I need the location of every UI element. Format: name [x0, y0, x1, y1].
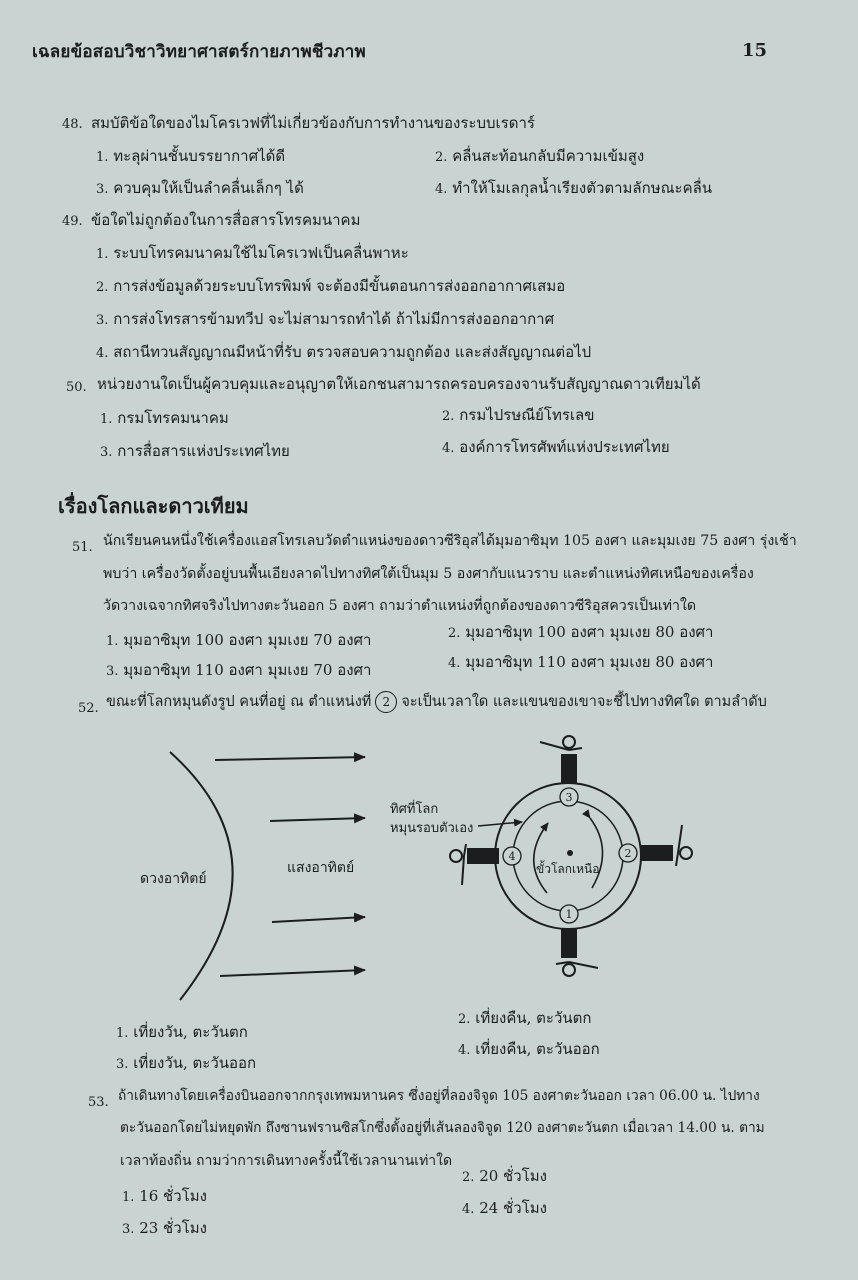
- q50-choice-3: 3. การสื่อสารแห่งประเทศไทย: [100, 442, 290, 460]
- svg-text:2: 2: [624, 847, 632, 860]
- q50-number: 50.: [66, 380, 87, 395]
- q49-choice-3: 3. การส่งโทรสารข้ามทวีป จะไม่สามารถทำได้ ถ้าไม่มีการส่งออกอากาศ: [96, 310, 555, 328]
- q49-choice-4: 4. สถานีทวนสัญญาณมีหน้าที่รับ ตรวจสอบความถูกต้อง และส่งสัญญาณต่อไป: [96, 343, 592, 361]
- sunlight-arrow-1: [215, 757, 365, 760]
- sunlight-arrow-4: [220, 970, 365, 976]
- q52-choice-3: 3. เที่ยงวัน, ตะวันออก: [116, 1054, 257, 1072]
- page-number: 15: [742, 40, 768, 61]
- sunlight-arrow-2: [270, 818, 365, 821]
- position-marker-2: [619, 844, 637, 862]
- section-title: เรื่องโลกและดาวเทียม: [58, 494, 249, 518]
- north-pole-label: ขั้วโลกเหนือ: [536, 862, 600, 876]
- q53-line-3: เวลาท้องถิ่น ถามว่าการเดินทางครั้งนี้ใช้เวลานานเท่าใด: [120, 1153, 453, 1169]
- earth-inner-circle: [513, 801, 623, 911]
- svg-text:1: 1: [565, 908, 573, 921]
- q48-choice-1: 1. ทะลุผ่านชั้นบรรยากาศได้ดี: [96, 147, 286, 165]
- q52-choice-2: 2. เที่ยงคืน, ตะวันตก: [458, 1009, 592, 1027]
- q48-choice-3: 3. ควบคุมให้เป็นลำคลื่นเล็กๆ ได้: [96, 179, 304, 197]
- person-figure-bottom: [556, 929, 598, 976]
- svg-text:4: 4: [508, 850, 516, 863]
- page-header-title: เฉลยข้อสอบวิชาวิทยาศาสตร์กายภาพชีวภาพ: [32, 42, 366, 62]
- q49-text: ข้อใดไม่ถูกต้องในการสื่อสารโทรคมนาคม: [91, 211, 361, 229]
- position-marker-1: [560, 905, 578, 923]
- q50-choice-2: 2. กรมไปรษณีย์โทรเลข: [442, 406, 595, 424]
- q52-choice-4: 4. เที่ยงคืน, ตะวันออก: [458, 1040, 600, 1058]
- rotation-arrow-right: [590, 818, 603, 888]
- q53-choice-1: 1. 16 ชั่วโมง: [122, 1187, 207, 1205]
- q53-number: 53.: [88, 1095, 109, 1110]
- q51-choice-2: 2. มุมอาซิมุท 100 องศา มุมเงย 80 องศา: [448, 623, 714, 641]
- q50-text: หน่วยงานใดเป็นผู้ควบคุมและอนุญาตให้เอกชนสามารถครอบครองจานรับสัญญาณดาวเทียมได้: [97, 375, 701, 393]
- q51-choice-3: 3. มุมอาซิมุท 110 องศา มุมเงย 70 องศา: [106, 661, 372, 679]
- q49-choice-2: 2. การส่งข้อมูลด้วยระบบโทรพิมพ์ จะต้องมีขั้นตอนการส่งออกอากาศเสมอ: [96, 277, 566, 295]
- position-marker-4: [503, 847, 521, 865]
- q51-line-1: นักเรียนคนหนึ่งใช้เครื่องแอสโทรเลบวัดตำแหน่งของดาวซีริอุสได้มุมอาซิมุท 105 องศา และมุมเงย 75 องศา รุ่งเช้า: [103, 533, 797, 549]
- q50-choice-1: 1. กรมโทรคมนาคม: [100, 409, 229, 427]
- q53-line-2: ตะวันออกโดยไม่หยุดพัก ถึงซานฟรานซิสโกซึ่งตั้งอยู่ที่เส้นลองจิจูด 120 องศาตะวันตก เมื่อเวลา 14.00 น. ตาม: [120, 1120, 765, 1136]
- q52-text: ขณะที่โลกหมุนดังรูป คนที่อยู่ ณ ตำแหน่งที่ 2 จะเป็นเวลาใด และแขนของเขาจะชี้ไปทางทิศใด ตามลำดับ: [106, 691, 767, 713]
- person-figure-left: [450, 844, 498, 885]
- rotation-label-line-1: ทิศที่โลก: [390, 802, 439, 817]
- q53-choice-3: 3. 23 ชั่วโมง: [122, 1219, 207, 1237]
- sun-label: ดวงอาทิตย์: [140, 871, 207, 887]
- q52-circled-number: 2: [375, 691, 397, 713]
- q49-number: 49.: [62, 214, 83, 229]
- q48-text: สมบัติข้อใดของไมโครเวฟที่ไม่เกี่ยวข้องกับการทำงานของระบบเรดาร์: [91, 114, 535, 132]
- sunlight-label: แสงอาทิตย์: [287, 860, 355, 876]
- person-figure-top: [540, 736, 582, 783]
- q52-number: 52.: [78, 701, 99, 716]
- q51-line-3: วัดวางเฉจากทิศจริงไปทางตะวันออก 5 องศา ถามว่าตำแหน่งที่ถูกต้องของดาวซีริอุสควรเป็นเท่าใด: [103, 598, 697, 614]
- rotation-label-pointer: [478, 822, 522, 826]
- q49-choice-1: 1. ระบบโทรคมนาคมใช้ไมโครเวฟเป็นคลื่นพาหะ: [96, 244, 409, 262]
- person-figure-right: [642, 825, 692, 866]
- q52-choice-1: 1. เที่ยงวัน, ตะวันตก: [116, 1023, 248, 1041]
- rotation-arrow-left: [534, 823, 548, 893]
- q48-number: 48.: [62, 117, 83, 132]
- position-marker-3: [560, 788, 578, 806]
- rotation-label-line-2: หมุนรอบตัวเอง: [390, 821, 474, 836]
- q48-choice-4: 4. ทำให้โมเลกุลน้ำเรียงตัวตามลักษณะคลื่น: [435, 179, 713, 197]
- q48-choice-2: 2. คลื่นสะท้อนกลับมีความเข้มสูง: [435, 147, 645, 165]
- q51-number: 51.: [72, 540, 93, 555]
- sunlight-arrow-3: [272, 917, 365, 922]
- q53-choice-4: 4. 24 ชั่วโมง: [462, 1199, 547, 1217]
- q50-choice-4: 4. องค์การโทรศัพท์แห่งประเทศไทย: [442, 438, 670, 456]
- q51-line-2: พบว่า เครื่องวัดตั้งอยู่บนพื้นเอียงลาดไปทางทิศใต้เป็นมุม 5 องศากับแนวราบ และตำแหน่งทิศเหนือของเครื่อง: [103, 566, 754, 582]
- q53-line-1: ถ้าเดินทางโดยเครื่องบินออกจากกรุงเทพมหานคร ซึ่งอยู่ที่ลองจิจูด 105 องศาตะวันออก เวลา 06.00 น. ไปทาง: [118, 1088, 760, 1104]
- north-pole-dot: [567, 850, 573, 856]
- svg-text:3: 3: [565, 791, 573, 804]
- q53-choice-2: 2. 20 ชั่วโมง: [462, 1167, 547, 1185]
- q51-choice-4: 4. มุมอาซิมุท 110 องศา มุมเงย 80 องศา: [448, 653, 714, 671]
- q51-choice-1: 1. มุมอาซิมุท 100 องศา มุมเงย 70 องศา: [106, 631, 372, 649]
